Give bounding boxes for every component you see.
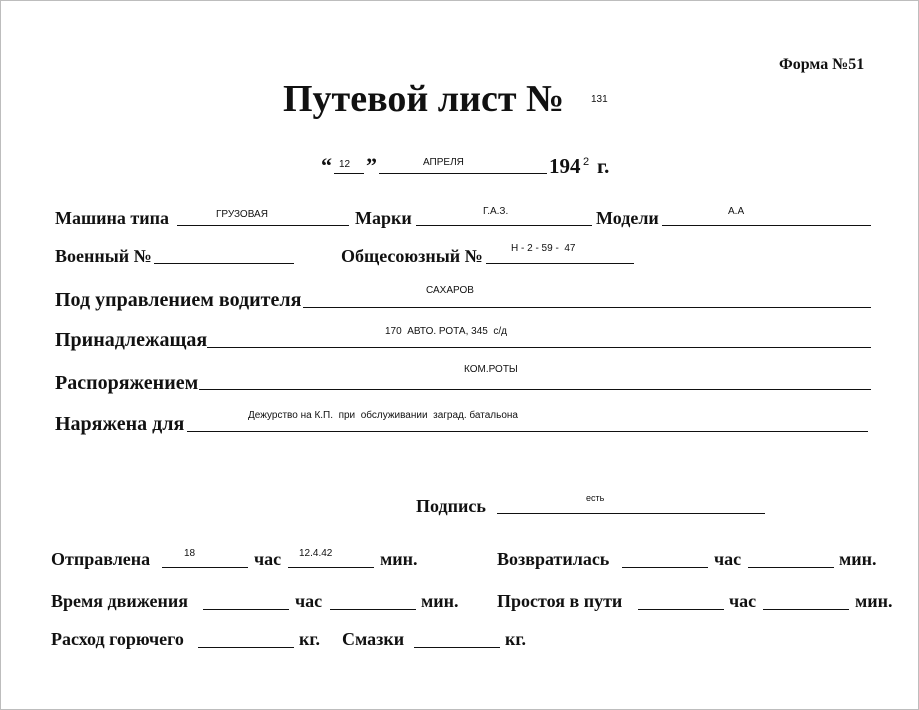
returned-hour-unit: час [714,549,742,569]
vehicle-make-line [416,225,592,226]
driver-label: Под управлением водителя [55,289,302,311]
vehicle-type-label: Машина типа [55,208,170,228]
vehicle-type-value[interactable]: ГРУЗОВАЯ [216,209,268,220]
grease-unit: кг. [505,629,527,649]
travel-hour-unit: час [295,591,323,611]
date-month-value[interactable]: АПРЕЛЯ [423,157,464,168]
date-day-value[interactable]: 12 [339,159,351,170]
idle-hour-unit: час [729,591,757,611]
assigned-line [187,431,868,432]
grease-label: Смазки [342,629,405,649]
departed-label: Отправлена [51,549,151,569]
date-year-digit[interactable]: 2 [583,156,590,168]
departed-hour-line [162,567,248,568]
vehicle-model-label: Модели [596,208,659,228]
fuel-unit: кг. [299,629,321,649]
signature-value[interactable]: есть [586,493,605,503]
departed-min-unit: мин. [380,549,418,569]
fuel-label: Расход горючего [51,629,184,649]
signature-line [497,513,765,514]
idle-min-line [763,609,849,610]
travel-hour-line [203,609,289,610]
belongs-value[interactable]: 170 АВТО. РОТА, 345 с/д [385,326,507,337]
belongs-line [207,347,871,348]
military-number-line [154,263,294,264]
date-day-line [334,173,364,174]
idle-min-unit: мин. [855,591,893,611]
driver-value[interactable]: САХАРОВ [426,285,474,296]
returned-min-line [748,567,834,568]
vehicle-type-line [177,225,349,226]
grease-line [414,647,500,648]
date-close-quote: ” [366,153,377,178]
sheet-number: 131 [591,94,608,105]
travel-time-label: Время движения [51,591,188,611]
vehicle-model-value[interactable]: А.А [728,206,745,217]
union-number-value[interactable]: Н - 2 - 59 - 47 [511,243,576,254]
returned-hour-line [622,567,708,568]
departed-min-value[interactable]: 12.4.42 [299,548,333,559]
returned-min-unit: мин. [839,549,877,569]
order-line [199,389,871,390]
vehicle-make-value[interactable]: Г.А.З. [483,206,509,217]
date-year-prefix: 194 [549,154,581,178]
idle-hour-line [638,609,724,610]
departed-hour-value[interactable]: 18 [184,548,196,559]
date-month-line [379,173,547,174]
belongs-label: Принадлежащая [55,329,208,351]
vehicle-model-line [662,225,871,226]
returned-label: Возвратилась [497,549,610,569]
date-year-suffix: г. [597,154,610,178]
union-number-label: Общесоюзный № [341,246,483,266]
fuel-line [198,647,294,648]
departed-hour-unit: час [254,549,282,569]
order-value[interactable]: КОМ.РОТЫ [464,364,518,375]
idle-time-label: Простоя в пути [497,591,623,611]
travel-min-unit: мин. [421,591,459,611]
travel-min-line [330,609,416,610]
departed-min-line [288,567,374,568]
date-open-quote: “ [321,153,332,178]
assigned-value[interactable]: Дежурство на К.П. при обслуживании заград. батальона [248,410,518,421]
union-number-line [486,263,634,264]
assigned-label: Наряжена для [55,413,185,435]
driver-line [303,307,871,308]
page-title: Путевой лист № [283,78,565,120]
form-number: Форма №51 [779,56,865,73]
military-number-label: Военный № [55,246,152,266]
vehicle-make-label: Марки [355,208,412,228]
order-label: Распоряжением [55,372,199,394]
signature-label: Подпись [416,496,486,516]
